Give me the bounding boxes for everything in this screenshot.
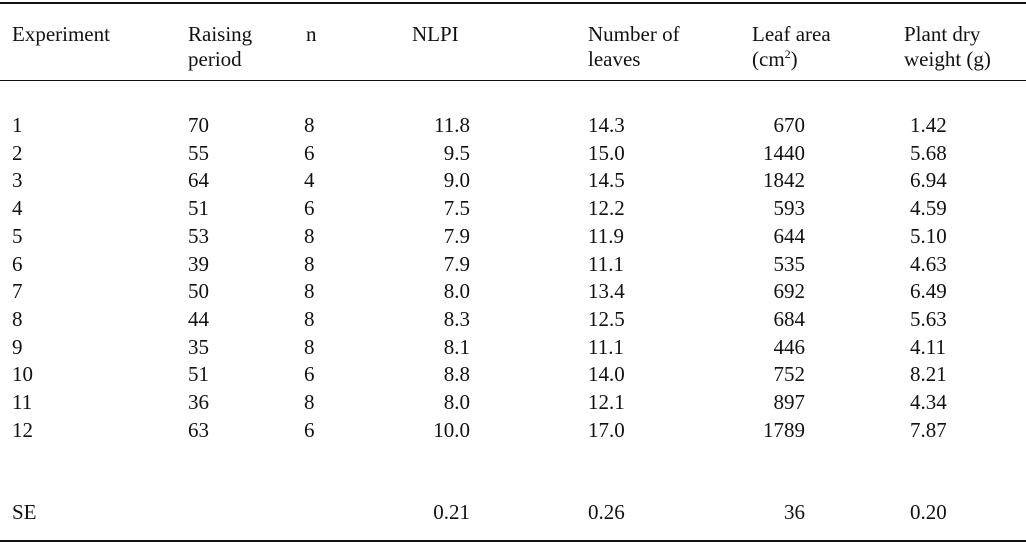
header-leaf-area-line2	[752, 47, 831, 72]
cell-nlpi: 9.0	[443, 168, 470, 193]
header-leaves-line1: Number of	[588, 22, 680, 46]
cell-leaf-area: 644	[773, 223, 805, 248]
cell-leaves: 12.1	[588, 390, 625, 414]
cell-experiment: 3	[12, 168, 23, 193]
cell-n: 8	[304, 223, 315, 248]
cell-leaves: 11.1	[588, 251, 624, 276]
header-plant-dry-weight	[904, 22, 991, 72]
cell-n: 8	[304, 306, 315, 331]
header-experiment	[12, 22, 110, 47]
table-row	[0, 335, 1026, 360]
table-row	[0, 390, 1026, 415]
cell-nlpi: 8.3	[443, 306, 470, 331]
table-row	[0, 141, 1026, 166]
cell-raising-period: 39	[188, 251, 209, 276]
se-nlpi: 0.21	[433, 500, 470, 524]
table-row	[0, 252, 1026, 277]
cell-leaf-area: 1842	[763, 168, 805, 193]
header-leaf-area-line1: Leaf area	[752, 22, 831, 46]
cell-nlpi: 8.1	[443, 334, 470, 359]
header-n-text: n	[306, 22, 317, 46]
cell-nlpi: 8.0	[443, 279, 470, 304]
cell-experiment: 1	[12, 113, 23, 137]
cell-n: 8	[304, 279, 315, 304]
cell-n: 6	[304, 417, 315, 442]
cell-experiment: 6	[12, 251, 23, 276]
bottom-rule	[0, 540, 1026, 542]
cell-nlpi: 10.0	[433, 417, 470, 442]
header-leaf-area-unit: (cm	[752, 47, 785, 71]
cell-leaves: 13.4	[588, 279, 625, 304]
cell-nlpi: 7.9	[443, 251, 470, 276]
table-row	[0, 196, 1026, 221]
table-row	[0, 307, 1026, 332]
cell-dry-weight: 5.63	[910, 306, 947, 331]
cell-dry-weight: 4.11	[910, 334, 946, 359]
cell-nlpi: 8.8	[443, 362, 470, 387]
cell-n: 8	[304, 334, 315, 359]
cell-raising-period: 51	[188, 362, 209, 387]
cell-experiment: 5	[12, 223, 23, 248]
cell-leaves: 14.0	[588, 362, 625, 387]
table-row	[0, 362, 1026, 387]
cell-raising-period: 55	[188, 140, 209, 165]
cell-nlpi: 8.0	[443, 390, 470, 414]
cell-raising-period: 36	[188, 390, 209, 414]
cell-experiment: 7	[12, 279, 23, 304]
header-raising-period-line1: Raising	[188, 22, 253, 46]
cell-leaves: 12.2	[588, 196, 625, 221]
cell-experiment: 10	[12, 362, 33, 387]
header-leaf-area-close-paren: )	[790, 47, 798, 71]
cell-leaves: 14.5	[588, 168, 625, 193]
cell-nlpi: 9.5	[443, 140, 470, 165]
header-nlpi-text: NLPI	[412, 22, 459, 46]
cell-leaf-area: 535	[773, 251, 805, 276]
header-leaf-area	[752, 22, 831, 72]
cell-dry-weight: 8.21	[910, 362, 947, 387]
cell-raising-period: 35	[188, 334, 209, 359]
cell-leaves: 17.0	[588, 417, 625, 442]
header-nlpi	[412, 22, 459, 47]
cell-leaf-area: 684	[773, 306, 805, 331]
table-row	[0, 279, 1026, 304]
cell-leaf-area: 897	[773, 390, 805, 414]
table-row	[0, 418, 1026, 443]
table-row	[0, 224, 1026, 249]
cell-leaf-area: 1440	[763, 140, 805, 165]
cell-n: 8	[304, 113, 315, 137]
cell-n: 4	[304, 168, 315, 193]
cell-n: 6	[304, 196, 315, 221]
cell-experiment: 9	[12, 334, 23, 359]
se-label: SE	[12, 500, 37, 524]
header-number-of-leaves	[588, 22, 680, 72]
header-dry-weight-line1: Plant dry	[904, 22, 981, 46]
cell-leaf-area: 1789	[763, 417, 805, 442]
cell-raising-period: 53	[188, 223, 209, 248]
cell-nlpi: 7.9	[443, 223, 470, 248]
cell-experiment: 4	[12, 196, 23, 221]
cell-leaves: 11.1	[588, 334, 624, 359]
se-dry-weight: 0.20	[910, 500, 947, 524]
cell-dry-weight: 6.94	[910, 168, 947, 193]
cell-leaf-area: 446	[773, 334, 805, 359]
cell-n: 6	[304, 362, 315, 387]
cell-experiment: 2	[12, 140, 23, 165]
cell-experiment: 8	[12, 306, 23, 331]
cell-dry-weight: 4.59	[910, 196, 947, 221]
table-row	[0, 113, 1026, 138]
se-leaves: 0.26	[588, 500, 625, 524]
header-rule	[0, 80, 1026, 81]
header-raising-period	[188, 22, 252, 72]
cell-raising-period: 51	[188, 196, 209, 221]
top-rule	[0, 2, 1026, 4]
header-experiment-text: Experiment	[12, 22, 110, 46]
header-leaf-area-superscript: 2	[784, 47, 791, 61]
cell-dry-weight: 5.10	[910, 223, 947, 248]
se-leaf-area: 36	[784, 500, 805, 524]
cell-nlpi: 7.5	[443, 196, 470, 221]
cell-experiment: 12	[12, 417, 33, 442]
se-row	[0, 500, 1026, 525]
cell-raising-period: 63	[188, 417, 209, 442]
cell-leaves: 14.3	[588, 113, 625, 137]
header-raising-period-line2: period	[188, 47, 242, 71]
header-n	[306, 22, 317, 47]
cell-dry-weight: 1.42	[910, 113, 947, 137]
header-leaves-line2: leaves	[588, 47, 641, 71]
cell-n: 6	[304, 140, 315, 165]
cell-dry-weight: 4.34	[910, 390, 947, 414]
cell-nlpi: 11.8	[434, 113, 470, 137]
cell-n: 8	[304, 390, 315, 414]
cell-dry-weight: 7.87	[910, 417, 947, 442]
cell-leaf-area: 752	[773, 362, 805, 387]
cell-n: 8	[304, 251, 315, 276]
table-row	[0, 168, 1026, 193]
cell-dry-weight: 5.68	[910, 140, 947, 165]
cell-leaves: 15.0	[588, 140, 625, 165]
cell-dry-weight: 4.63	[910, 251, 947, 276]
cell-leaf-area: 670	[773, 113, 805, 137]
cell-raising-period: 70	[188, 113, 209, 137]
header-dry-weight-line2: weight (g)	[904, 47, 991, 71]
cell-experiment: 11	[12, 390, 33, 414]
cell-dry-weight: 6.49	[910, 279, 947, 304]
cell-leaves: 12.5	[588, 306, 625, 331]
cell-raising-period: 64	[188, 168, 209, 193]
cell-raising-period: 44	[188, 306, 209, 331]
cell-raising-period: 50	[188, 279, 209, 304]
cell-leaves: 11.9	[588, 223, 624, 248]
cell-leaf-area: 692	[773, 279, 805, 304]
cell-leaf-area: 593	[773, 196, 805, 221]
